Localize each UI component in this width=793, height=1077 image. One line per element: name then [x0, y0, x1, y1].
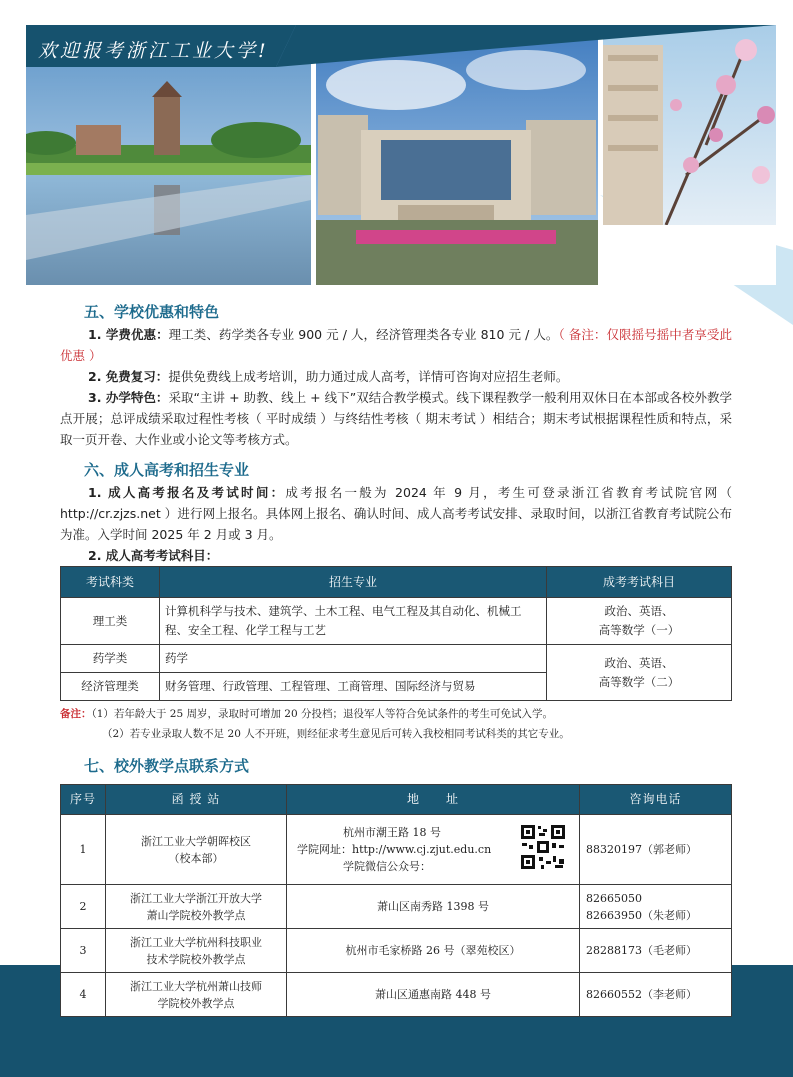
col-header-subjects: 成考考试科目 [547, 567, 732, 598]
col-header-majors: 招生专业 [160, 567, 547, 598]
notes-label: 备注： [60, 708, 92, 720]
campus-photo-banner [26, 25, 776, 285]
table-row: 2 浙江工业大学浙江开放大学 萧山学院校外教学点 萧山区南秀路 1398 号 82665050 82663950（朱老师） [61, 885, 732, 929]
banner-title: 欢迎报考浙江工业大学! [38, 40, 269, 62]
exam-subjects-table [60, 566, 732, 701]
table-row: 3 浙江工业大学杭州科技职业 技术学院校外教学点 杭州市毛家桥路 26 号（翠苑校区） 28288173（毛老师） [61, 929, 732, 973]
tuition-discount-item: 1. 学费优惠：理工类、药学类各专业 900 元 / 人，经济管理类各专业 810 元 / 人。（ 备注：仅限摇号摇中者享受此优惠 ） [60, 327, 732, 363]
notes-block: 备注：（1）若年龄大于 25 周岁，录取时可增加 20 分投档；退役军人等符合免试条件的考生可免试入学。 （2）若专业录取人数不足 20 人不开班，则经征求考生意见后可转入我校相同考试科类的其它专业。 [60, 708, 570, 740]
wechat-qr-code-icon [519, 823, 567, 871]
exam-time-item: 1. 成人高考报名及考试时间：成考报名一般为 2024 年 9 月，考生可登录浙江省教育考试院官网（ http://cr.zjzs.net ）进行网上报名。具体网上报名、确认时间、成人高考考试安排、录取时间，以浙江省教育考试院公布为准。入学时间 2025 年 2 月或 3 月。 [60, 485, 732, 542]
table-row: 理工类 计算机科学与技术、建筑学、土木工程、电气工程及其自动化、机械工程、安全工程、化学工程与工艺 政治、英语、 高等数学（一） [61, 598, 732, 645]
free-review-item: 2. 免费复习：提供免费线上成考培训，助力通过成人高考，详情可咨询对应招生老师。 [88, 369, 569, 384]
col-header-category: 考试科类 [61, 567, 160, 598]
teaching-feature-item: 3. 办学特色：采取“主讲 + 助教、线上 + 线下”双结合教学模式。线下课程教学一般利用双休日在本部或各校外教学点开展；总评成绩采取过程性考核（ 平时成绩 ）与终结性考核（ 期末考试 ）相结合；期末考试根据课程性质和特点，采取一页开卷、大作业或小论文等考核方式。 [60, 390, 732, 447]
main-content [60, 300, 732, 1017]
college-website[interactable]: 学院网址：http://www.cj.zjut.edu.cn [297, 843, 492, 856]
table-row: 经济管理类 财务管理、行政管理、工程管理、工商管理、国际经济与贸易 [61, 673, 732, 701]
section-5-heading: 五、学校优惠和特色 [84, 303, 220, 321]
contact-table [60, 784, 732, 1017]
exam-subjects-label: 2. 成人高考考试科目： [88, 548, 219, 563]
tuition-note: （ 备注：仅限摇号摇中者享受此优惠 ） [60, 327, 732, 363]
col-header-address: 地 址 [287, 785, 580, 815]
col-header-phone: 咨询电话 [580, 785, 732, 815]
col-header-no: 序号 [61, 785, 106, 815]
section-7-heading: 七、校外教学点联系方式 [84, 757, 250, 775]
section-6-heading: 六、成人高考和招生专业 [84, 461, 250, 479]
table-row: 4 浙江工业大学杭州萧山技师 学院校外教学点 萧山区通惠南路 448 号 82660552（李老师） [61, 973, 732, 1017]
col-header-station: 函 授 站 [106, 785, 287, 815]
table-row: 药学类 药学 政治、英语、 高等数学（二） [61, 645, 732, 673]
table-row: 1 浙江工业大学朝晖校区 （校本部） 杭州市潮王路 18 号 学院网址：http://www.cj.zjut.edu.cn 学院微信公众号： 88320197（郭老师） [61, 815, 732, 885]
